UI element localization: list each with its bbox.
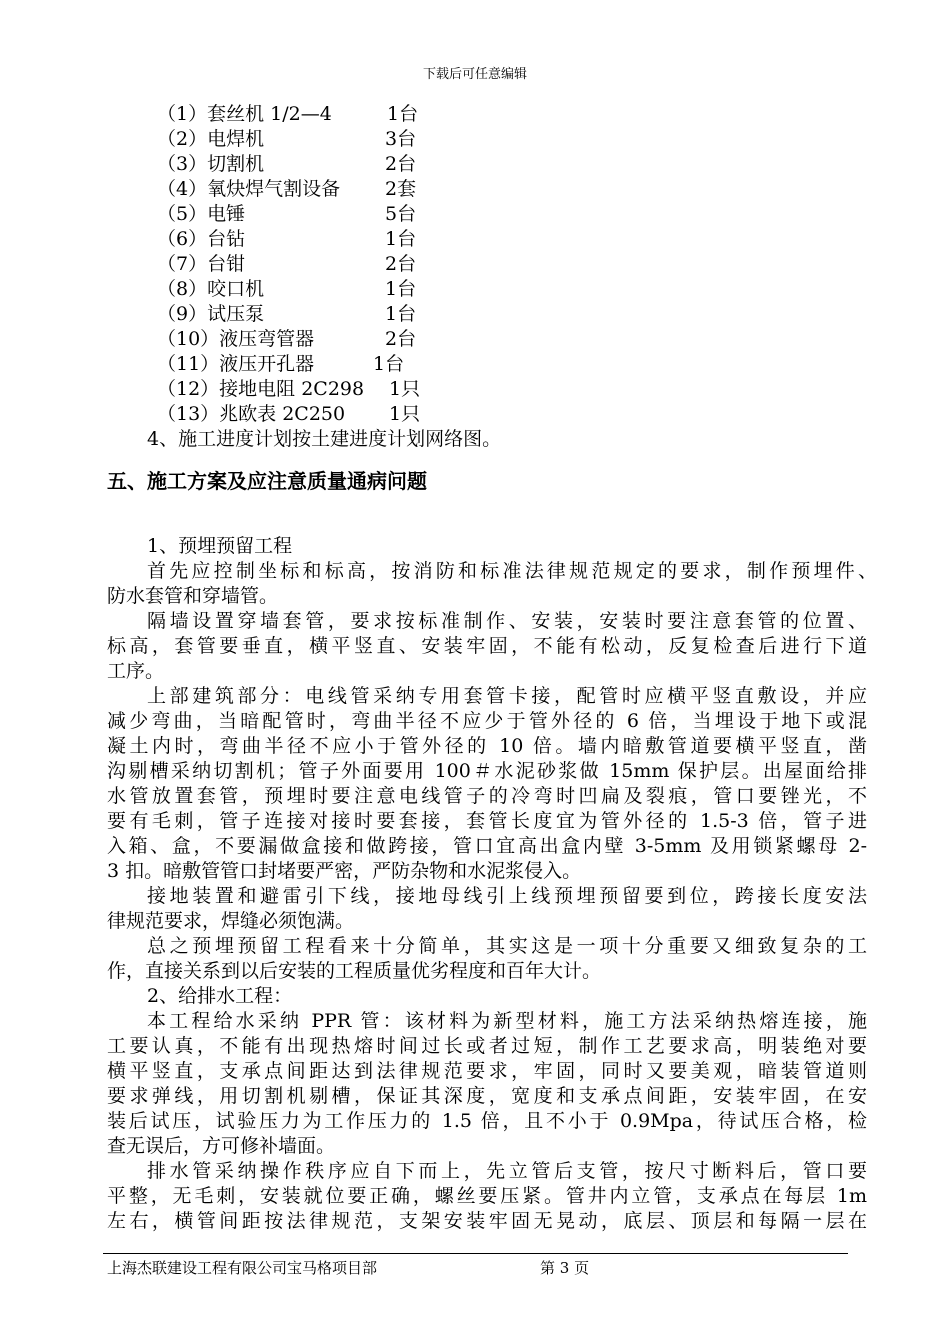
equipment-qty: 2台 (385, 253, 417, 275)
text-line: 标高，套管要垂直，横平竖直、安装牢固，不能有松动，反复检查后进行下道 (107, 635, 867, 657)
text-line: 排水管采纳操作秩序应自下而上，先立管后支管，按尺寸断料后，管口要 (147, 1160, 867, 1182)
section-title: 五、施工方案及应注意质量通病问题 (107, 469, 427, 493)
header-note: 下载后可任意编辑 (422, 67, 527, 82)
text-line: 作，直接关系到以后安装的工程质量优劣程度和百年大计。 (107, 960, 602, 982)
subsection-heading: 1、预埋预留工程 (147, 535, 293, 557)
equipment-name: （2）电焊机 (157, 128, 265, 150)
text-line: 凝土内时，弯曲半径不应小于管外径的 10 倍。墙内暗敷管道要横平竖直，凿 (107, 735, 867, 757)
list-item (157, 202, 417, 226)
text-line: 要求弹线，用切割机剔槽，保证其深度，宽度和支承点间距，安装牢固，在安 (107, 1085, 867, 1107)
text-line: 接地装置和避雷引下线，接地母线引上线预埋预留要到位，跨接长度安法 (147, 885, 867, 907)
equipment-qty: 1只 (389, 378, 421, 400)
equipment-qty: 1台 (385, 303, 417, 325)
equipment-name: （8）咬口机 (157, 278, 265, 300)
equipment-name: （12）接地电阻 2C298 (157, 378, 365, 400)
subsection-heading: 2、给排水工程： (147, 985, 293, 1007)
list-item (157, 302, 417, 326)
text-line: 横平竖直，支承点间距达到法律规范要求，牢固，同时又要美观，暗装管道则 (107, 1060, 867, 1082)
list-item (157, 277, 417, 301)
list-item (157, 227, 417, 251)
equipment-qty: 1台 (387, 103, 419, 125)
equipment-qty: 1台 (373, 353, 405, 375)
page-number: 第 3 页 (540, 1259, 590, 1277)
text-line: 平整，无毛刺，安装就位要正确，螺丝要压紧。管井内立管，支承点在每层 1m (107, 1185, 867, 1207)
list-item (157, 177, 417, 201)
equipment-name: （10）液压弯管器 (157, 328, 315, 350)
list-item (157, 327, 417, 351)
footer-company: 上海杰联建设工程有限公司宝马格项目部 (107, 1259, 378, 1277)
equipment-name: （4）氧炔焊气割设备 (157, 178, 341, 200)
text-line: 首先应控制坐标和标高，按消防和标准法律规范规定的要求，制作预埋件、 (147, 560, 877, 582)
text-line: 防水套管和穿墙管。 (107, 585, 279, 607)
equipment-qty: 2套 (385, 178, 417, 200)
text-line: 沟剔槽采纳切割机；管子外面要用 100＃水泥砂浆做 15mm 保护层。出屋面给排 (107, 760, 867, 782)
equipment-qty: 3台 (385, 128, 417, 150)
schedule-note: 4、施工进度计划按土建进度计划网络图。 (147, 428, 502, 450)
equipment-name: （5）电锤 (157, 203, 246, 225)
text-line: 隔墙设置穿墙套管，要求按标准制作、安装，安装时要注意套管的位置、 (147, 610, 867, 632)
text-line: 减少弯曲，当暗配管时，弯曲半径不应少于管外径的 6 倍，当埋设于地下或混 (107, 710, 867, 732)
equipment-name: （1）套丝机 1/2—4 (157, 103, 332, 125)
text-line: 工序。 (107, 660, 165, 682)
text-line: 查无误后，方可修补墙面。 (107, 1135, 336, 1157)
equipment-qty: 5台 (385, 203, 417, 225)
equipment-name: （11）液压开孔器 (157, 353, 315, 375)
text-line: 律规范要求，焊缝必须饱满。 (107, 910, 355, 932)
list-item (157, 102, 419, 126)
list-item (157, 152, 417, 176)
list-item (157, 377, 421, 401)
footer-divider (103, 1253, 848, 1254)
text-line: 要有毛刺，管子连接对接时要套接，套管长度宜为管外径的 1.5-3 倍，管子进 (107, 810, 867, 832)
text-line: 入箱、盒，不要漏做盒接和做跨接，管口宜高出盒内壁 3-5mm 及用锁紧螺母 2- (107, 835, 867, 857)
equipment-qty: 1台 (385, 278, 417, 300)
equipment-qty: 2台 (385, 153, 417, 175)
equipment-name: （7）台钳 (157, 253, 246, 275)
text-line: 工要认真，不能有出现热熔时间过长或者过短，制作工艺要求高，明装绝对要 (107, 1035, 867, 1057)
list-item (157, 252, 417, 276)
text-line: 水管放置套管，预埋时要注意电线管子的冷弯时凹扁及裂痕，管口要锉光，不 (107, 785, 867, 807)
equipment-qty: 2台 (385, 328, 417, 350)
list-item (157, 352, 405, 376)
text-line: 装后试压，试验压力为工作压力的 1.5 倍，且不小于 0.9Mpa，待试压合格，检 (107, 1110, 867, 1132)
equipment-name: （6）台钻 (157, 228, 246, 250)
text-line: 本工程给水采纳 PPR 管：该材料为新型材料，施工方法采纳热熔连接，施 (147, 1010, 867, 1032)
equipment-name: （13）兆欧表 2C250 (157, 403, 346, 425)
text-line: 上部建筑部分：电线管采纳专用套管卡接，配管时应横平竖直敷设，并应 (147, 685, 867, 707)
text-line: 总之预埋预留工程看来十分简单，其实这是一项十分重要又细致复杂的工 (147, 935, 867, 957)
text-line: 左右，横管间距按法律规范，支架安装牢固无晃动，底层、顶层和每隔一层在 (107, 1210, 867, 1232)
equipment-name: （3）切割机 (157, 153, 265, 175)
equipment-qty: 1只 (389, 403, 421, 425)
equipment-name: （9）试压泵 (157, 303, 265, 325)
equipment-qty: 1台 (385, 228, 417, 250)
list-item (157, 127, 417, 151)
text-line: 3 扣。暗敷管管口封堵要严密，严防杂物和水泥浆侵入。 (107, 860, 582, 882)
list-item (157, 402, 421, 426)
